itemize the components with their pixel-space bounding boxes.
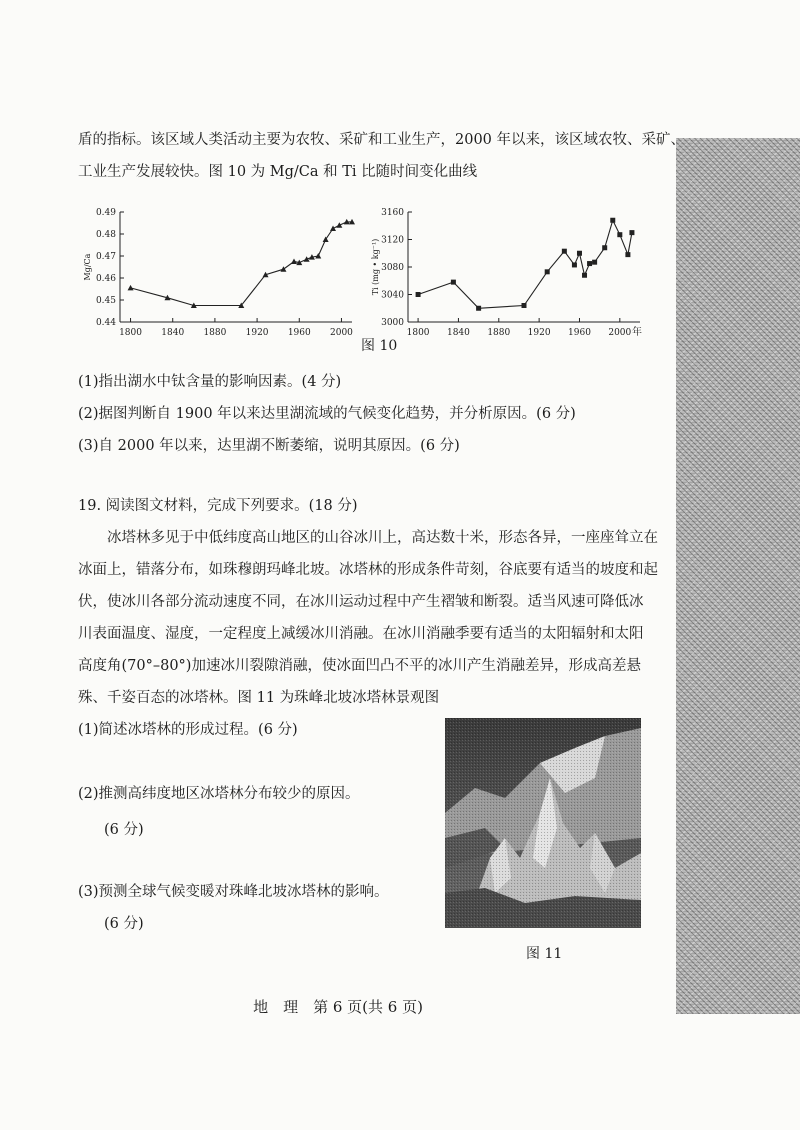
y-axis-label: Ti (mg • kg⁻¹) [371,238,380,296]
q19-para-line-6: 殊、千姿百态的冰塔林。图 11 为珠峰北坡冰塔林景观图 [78,690,440,706]
q19-sub3-score: (6 分) [104,916,144,932]
x-tick-label: 1880 [203,328,227,338]
data-point [572,262,577,267]
data-point [610,218,615,223]
ti-chart [368,200,648,345]
q19-para-line-1: 冰塔林多见于中低纬度高山地区的山谷冰川上，高达数十米，形态各异，一座座耸立在 [107,530,658,546]
q19-title: 19. 阅读图文材料，完成下列要求。(18 分) [78,498,358,514]
x-tick-label: 1960 [287,328,311,338]
q18-sub2: (2)据图判断自 1900 年以来达里湖流域的气候变化趋势，并分析原因。(6 分) [78,406,576,422]
q18-sub3: (3)自 2000 年以来，达里湖不断萎缩，说明其原因。(6 分) [78,438,460,454]
x-tick-label: 1840 [446,328,470,338]
q19-sub3: (3)预测全球气候变暖对珠峰北坡冰塔林的影响。 [78,884,389,900]
data-point [617,232,622,237]
y-tick-label: 3040 [381,290,404,301]
data-point [416,292,421,297]
data-point [304,256,310,262]
data-point [336,222,342,228]
mgca-chart [80,200,360,345]
x-tick-label: 2000 [330,328,353,338]
y-tick-label: 0.47 [95,252,116,262]
y-axis-label: Mg/Ca [83,253,92,281]
data-point [522,303,527,308]
x-tick-label: 1840 [161,328,185,338]
data-point [315,253,321,259]
figure-11-caption: 图 11 [526,946,563,962]
series-line [418,220,632,308]
data-point [602,245,607,250]
data-point [625,252,630,257]
x-tick-label: 1800 [406,328,430,338]
data-point [545,269,550,274]
data-point [128,285,134,291]
page-footer: 地 理 第 6 页(共 6 页) [253,998,423,1016]
intro-line-1: 盾的指标。该区域人类活动主要为农牧、采矿和工业生产，2000 年以来，该区域农牧、采矿、 [78,132,686,148]
q19-para-line-4: 川表面温度、湿度，一定程度上减缓冰川消融。在冰川消融季要有适当的太阳辐射和太阳 [78,626,644,642]
data-point [582,273,587,278]
x-tick-label: 2000 [608,328,632,338]
x-tick-label: 1800 [119,328,142,338]
q19-para-line-5: 高度角(70°–80°)加速冰川裂隙消融，使冰面凹凸不平的冰川产生消融差异，形成高差悬 [78,658,641,674]
q19-sub2: (2)推测高纬度地区冰塔林分布较少的原因。 [78,786,360,802]
q19-para-line-2: 冰面上，错落分布，如珠穆朗玛峰北坡。冰塔林的形成条件苛刻，谷底要有适当的坡度和起 [78,562,658,578]
data-point [587,261,592,266]
y-tick-label: 3080 [381,263,404,273]
y-tick-label: 3160 [381,208,404,218]
y-tick-label: 3000 [381,318,404,328]
q19-sub1: (1)简述冰塔林的形成过程。(6 分) [78,722,298,738]
data-point [577,251,582,256]
scanned-edge-strip [676,138,800,1014]
y-tick-label: 3120 [381,235,404,246]
data-point [330,226,336,232]
y-tick-label: 0.46 [95,274,116,284]
y-tick-label: 0.49 [95,208,116,218]
y-tick-label: 0.45 [95,296,116,306]
data-point [476,306,481,311]
series-line [131,222,352,306]
q19-sub2-score: (6 分) [104,822,144,838]
figure-10-caption: 图 10 [361,338,398,354]
x-axis-label: 年 [632,327,642,338]
data-point [629,230,634,235]
data-point [291,259,297,265]
q19-para-line-3: 伏，使冰川各部分流动速度不同，在冰川运动过程中产生褶皱和断裂。适当风速可降低冰 [78,594,644,610]
data-point [592,260,597,265]
ice-pinnacle-photo [445,718,641,928]
data-point [451,280,456,285]
y-tick-label: 0.48 [95,230,116,240]
x-tick-label: 1880 [487,328,511,338]
x-tick-label: 1960 [568,328,591,338]
x-tick-label: 1920 [527,328,551,338]
x-tick-label: 1920 [245,328,269,338]
data-point [562,249,567,254]
intro-line-2: 工业生产发展较快。图 10 为 Mg/Ca 和 Ti 比随时间变化曲线 [78,164,478,180]
y-tick-label: 0.44 [95,318,116,328]
q18-sub1: (1)指出湖水中钛含量的影响因素。(4 分) [78,374,342,390]
